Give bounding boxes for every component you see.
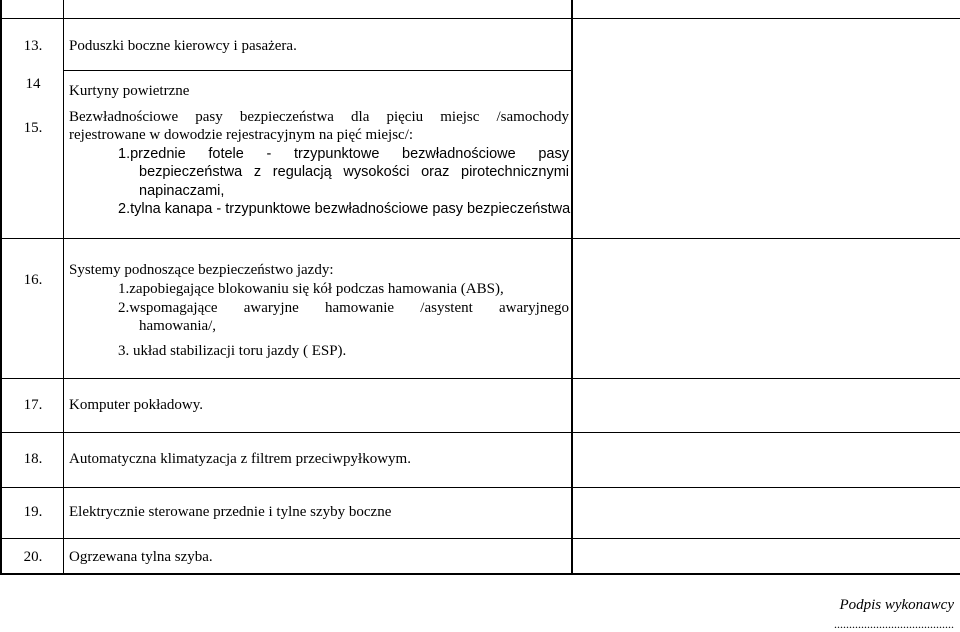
row-text: Poduszki boczne kierowcy i pasażera. bbox=[69, 38, 297, 54]
row-divider bbox=[2, 238, 960, 239]
row-number: 18. bbox=[23, 451, 43, 467]
row-number: 16. bbox=[23, 272, 43, 288]
table-divider-description-column bbox=[571, 0, 573, 575]
list-item: napinaczami, bbox=[139, 183, 225, 199]
row-text: Systemy podnoszące bezpieczeństwo jazdy: bbox=[69, 262, 334, 278]
row-text: Elektrycznie sterowane przednie i tylne szyby boczne bbox=[69, 504, 392, 520]
row-number: 19. bbox=[23, 504, 43, 520]
row-divider bbox=[2, 378, 960, 379]
row-divider bbox=[64, 70, 571, 71]
signature-line: ........................................ bbox=[834, 617, 954, 631]
list-item: 1.zapobiegające blokowaniu się kół podczas hamowania (ABS), bbox=[118, 281, 504, 297]
table-border-bottom bbox=[2, 573, 960, 575]
table-border-left bbox=[0, 0, 2, 575]
row-divider bbox=[2, 538, 960, 539]
list-item: hamowania/, bbox=[139, 318, 217, 334]
signature-label: Podpis wykonawcy bbox=[839, 597, 954, 613]
row-text: Komputer pokładowy. bbox=[69, 397, 204, 413]
row-divider bbox=[2, 18, 960, 19]
list-item: 2.tylna kanapa - trzypunktowe bezwładnościowe pasy bezpieczeństwa. bbox=[118, 201, 575, 217]
row-number: 14 bbox=[25, 76, 41, 92]
row-number: 13. bbox=[23, 38, 43, 54]
row-text: Automatyczna klimatyzacja z filtrem przeciwpyłkowym. bbox=[69, 451, 411, 467]
row-text: rejestrowane w dowodzie rejestracyjnym na pięć miejsc/: bbox=[69, 127, 414, 143]
list-item: bezpieczeństwa z regulacją wysokości oraz pirotechnicznymi bbox=[139, 164, 569, 180]
row-number: 15. bbox=[23, 120, 43, 136]
row-divider bbox=[2, 432, 960, 433]
row-text: Bezwładnościowe pasy bezpieczeństwa dla pięciu miejsc /samochody bbox=[69, 109, 569, 125]
row-divider bbox=[2, 487, 960, 488]
row-number: 20. bbox=[23, 549, 43, 565]
row-text: Kurtyny powietrzne bbox=[69, 83, 190, 99]
row-number: 17. bbox=[23, 397, 43, 413]
list-item: 1.przednie fotele - trzypunktowe bezwładnościowe pasy bbox=[118, 146, 569, 162]
list-item: 3. układ stabilizacji toru jazdy ( ESP). bbox=[118, 343, 347, 359]
list-item: 2.wspomagające awaryjne hamowanie /asystent awaryjnego bbox=[118, 300, 569, 316]
table-divider-number-column bbox=[63, 0, 64, 575]
row-text: Ogrzewana tylna szyba. bbox=[69, 549, 213, 565]
